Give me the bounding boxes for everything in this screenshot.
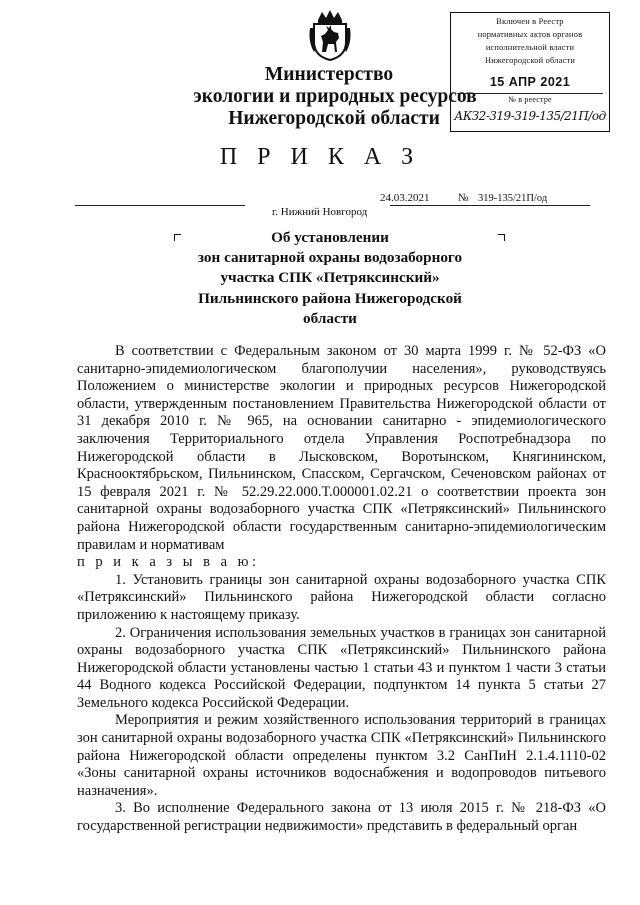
stamp-line-4: Нижегородской области	[484, 56, 576, 65]
title-line-1: Об установлении	[271, 229, 389, 246]
title-line-4: Пильнинского района Нижегородской	[198, 289, 462, 307]
item-2-continuation: Мероприятия и режим хозяйственного использования территорий в границах зон санитарной охраны водозаборного участка СПК «Петряксинский» Пильнинского района Нижегородской области определены пунктом 3.2 СанПиН 2.1.4.1110-02 «Зоны санитарной охраны источников водоснабжения и водопроводов питьевого назначения».	[77, 712, 606, 799]
title-line-2: зон санитарной охраны водозаборного	[197, 249, 463, 267]
document-number: 319-135/21П/од	[478, 193, 548, 204]
ministry-name-line-2: экологии и природных ресурсов	[193, 86, 477, 107]
document-date: 24.03.2021	[380, 192, 430, 204]
item-1-paragraph: 1. Установить границы зон санитарной охраны водозаборного участка СПК «Петряксинский» Пильнинского района Нижегородской области согласно приложению к настоящему приказу.	[77, 571, 606, 623]
document-body	[77, 343, 606, 836]
document-type: П Р И К А З	[219, 144, 421, 170]
item-3-paragraph: 3. Во исполнение Федерального закона от 13 июля 2015 г. № 218-ФЗ «О государственной регистрации недвижимости» представить в федеральный орган	[77, 800, 606, 835]
document-city: г. Нижний Новгород	[272, 206, 368, 218]
stamp-line-1: Включен в Реестр	[496, 17, 564, 26]
stamp-registry-number: АКЗ2-319-319-135/21П/од	[454, 109, 606, 123]
preamble-paragraph: В соответствии с Федеральным законом от 30 марта 1999 г. № 52-ФЗ «О санитарно-эпидемиологическом благополучии населения», руководствуясь Положением о министерстве экологии и природных ресурсов Нижегородской области, утвержденным постановлением Правительства Нижегородской области от 31 декабря 2010 г. № 965, на основании санитарно - эпидемиологического заключения Территориального отдела Управления Роспотребнадзора по Нижегородской области в Лысковском, Воротынском, Княгининском, Краснооктябрьском, Пильнинском, Спасском, Сергачском, Сеченовском районах от 15 февраля 2021 г. № 52.29.22.000.Т.000001.02.21 о соответствии проекта зон санитарной охраны водозаборного участка СПК «Петряксинский» Пильнинского района Нижегородской области государственным санитарно-эпидемиологическим правилам и нормативам	[77, 343, 606, 553]
ministry-name-line-1: Министерство	[264, 64, 394, 85]
stamp-registry-label: № в реестре	[508, 95, 552, 104]
order-word: п р и к а з ы в а ю:	[77, 554, 260, 571]
ministry-name-line-3: Нижегородской области	[228, 108, 440, 129]
stamp-line-3: исполнительной власти	[485, 43, 575, 52]
left-rule	[75, 205, 245, 206]
right-rule	[390, 205, 590, 206]
registry-stamp	[450, 12, 610, 132]
document-title	[180, 228, 480, 329]
title-line-5: области	[303, 309, 357, 327]
title-corner-right	[498, 234, 505, 241]
stamp-underline	[457, 93, 603, 94]
coat-of-arms-icon	[308, 8, 352, 62]
title-line-3: участка СПК «Петряксинский»	[220, 269, 440, 287]
item-2-paragraph: 2. Ограничения использования земельных участков в границах зон санитарной охраны водозаборного участка СПК «Петряксинский» Пильнинского района Нижегородской области установлены частью 1 статьи 43 и пунктом 1 части 3 статьи 44 Водного кодекса Российской Федерации, подпунктом 14 пункта 5 статьи 27 Земельного кодекса Российской Федерации.	[77, 624, 606, 711]
stamp-date: 15 АПР 2021	[489, 75, 571, 89]
number-sign: №	[458, 192, 469, 204]
stamp-line-2: нормативных актов органов	[477, 30, 583, 39]
